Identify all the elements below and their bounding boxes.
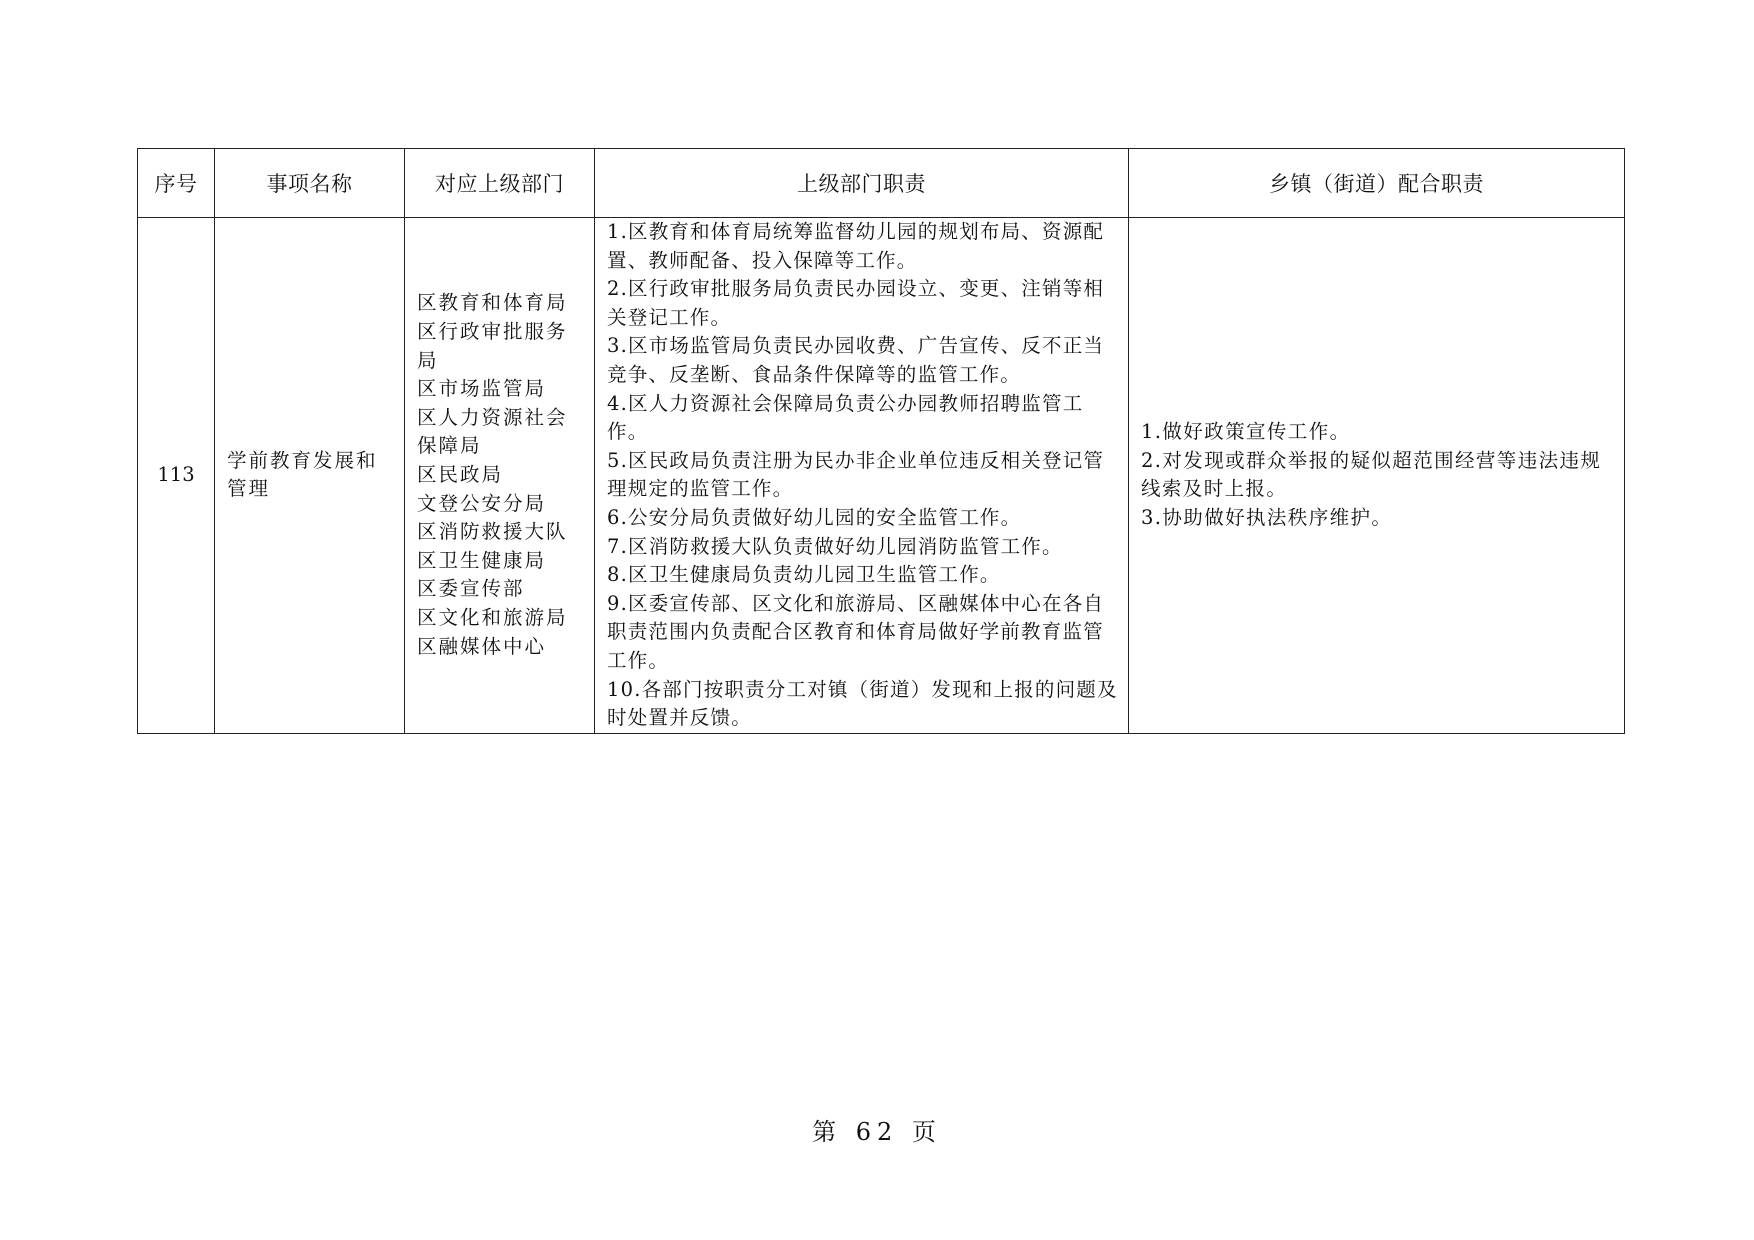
row-upper-duties — [595, 218, 1129, 734]
duty-item: 5.区民政局负责注册为民办非企业单位违反相关登记管理规定的监管工作。 — [607, 448, 1105, 501]
header-seq: 序号 — [138, 149, 215, 218]
dept-item: 区行政审批服务局 — [417, 320, 568, 372]
dept-item: 文登公安分局 — [417, 491, 547, 515]
dept-item: 区民政局 — [417, 463, 504, 487]
duty-item: 3.区市场监管局负责民办园收费、广告宣传、反不正当竞争、反垄断、食品条件保障等的监管工作。 — [607, 334, 1105, 386]
table-row — [138, 218, 1625, 734]
row-item-name: 学前教育发展和管理 — [215, 218, 405, 734]
town-duty-item: 2.对发现或群众举报的疑似超范围经营等违法违规线索及时上报。 — [1141, 448, 1602, 501]
dept-item: 区市场监管局 — [417, 377, 547, 401]
row-upper-depts — [405, 218, 595, 734]
header-item-name: 事项名称 — [215, 149, 405, 218]
header-upper-duties: 上级部门职责 — [595, 149, 1129, 218]
duty-item: 9.区委宣传部、区文化和旅游局、区融媒体中心在各自职责范围内负责配合区教育和体育局做好学前教育监管工作。 — [607, 591, 1105, 672]
duty-item: 1.区教育和体育局统筹监督幼儿园的规划布局、资源配置、教师配备、投入保障等工作。 — [607, 220, 1105, 272]
header-town-duties: 乡镇（街道）配合职责 — [1129, 149, 1625, 218]
row-seq: 113 — [138, 218, 215, 734]
table-header-row — [138, 149, 1625, 218]
dept-item: 区融媒体中心 — [417, 634, 547, 658]
dept-item: 区人力资源社会保障局 — [417, 405, 568, 458]
duty-item: 10.各部门按职责分工对镇（街道）发现和上报的问题及时处置并反馈。 — [607, 677, 1118, 730]
dept-item: 区文化和旅游局 — [417, 606, 568, 630]
duty-item: 7.区消防救援大队负责做好幼儿园消防监管工作。 — [607, 534, 1063, 558]
town-duty-item: 1.做好政策宣传工作。 — [1141, 420, 1351, 444]
dept-item: 区委宣传部 — [417, 577, 525, 601]
header-upper-dept: 对应上级部门 — [405, 149, 595, 218]
dept-item: 区消防救援大队 — [417, 520, 568, 544]
duty-item: 2.区行政审批服务局负责民办园设立、变更、注销等相关登记工作。 — [607, 277, 1105, 329]
dept-item: 区卫生健康局 — [417, 548, 547, 572]
duty-item: 4.区人力资源社会保障局负责公办园教师招聘监管工作。 — [607, 391, 1084, 444]
dept-item: 区教育和体育局 — [417, 291, 568, 315]
duty-table — [137, 148, 1625, 734]
duty-item: 6.公安分局负责做好幼儿园的安全监管工作。 — [607, 505, 1022, 529]
page-number: 第 62 页 — [812, 1118, 942, 1146]
duty-item: 8.区卫生健康局负责幼儿园卫生监管工作。 — [607, 563, 1001, 587]
town-duty-item: 3.协助做好执法秩序维护。 — [1141, 505, 1393, 529]
row-town-duties — [1129, 218, 1625, 734]
